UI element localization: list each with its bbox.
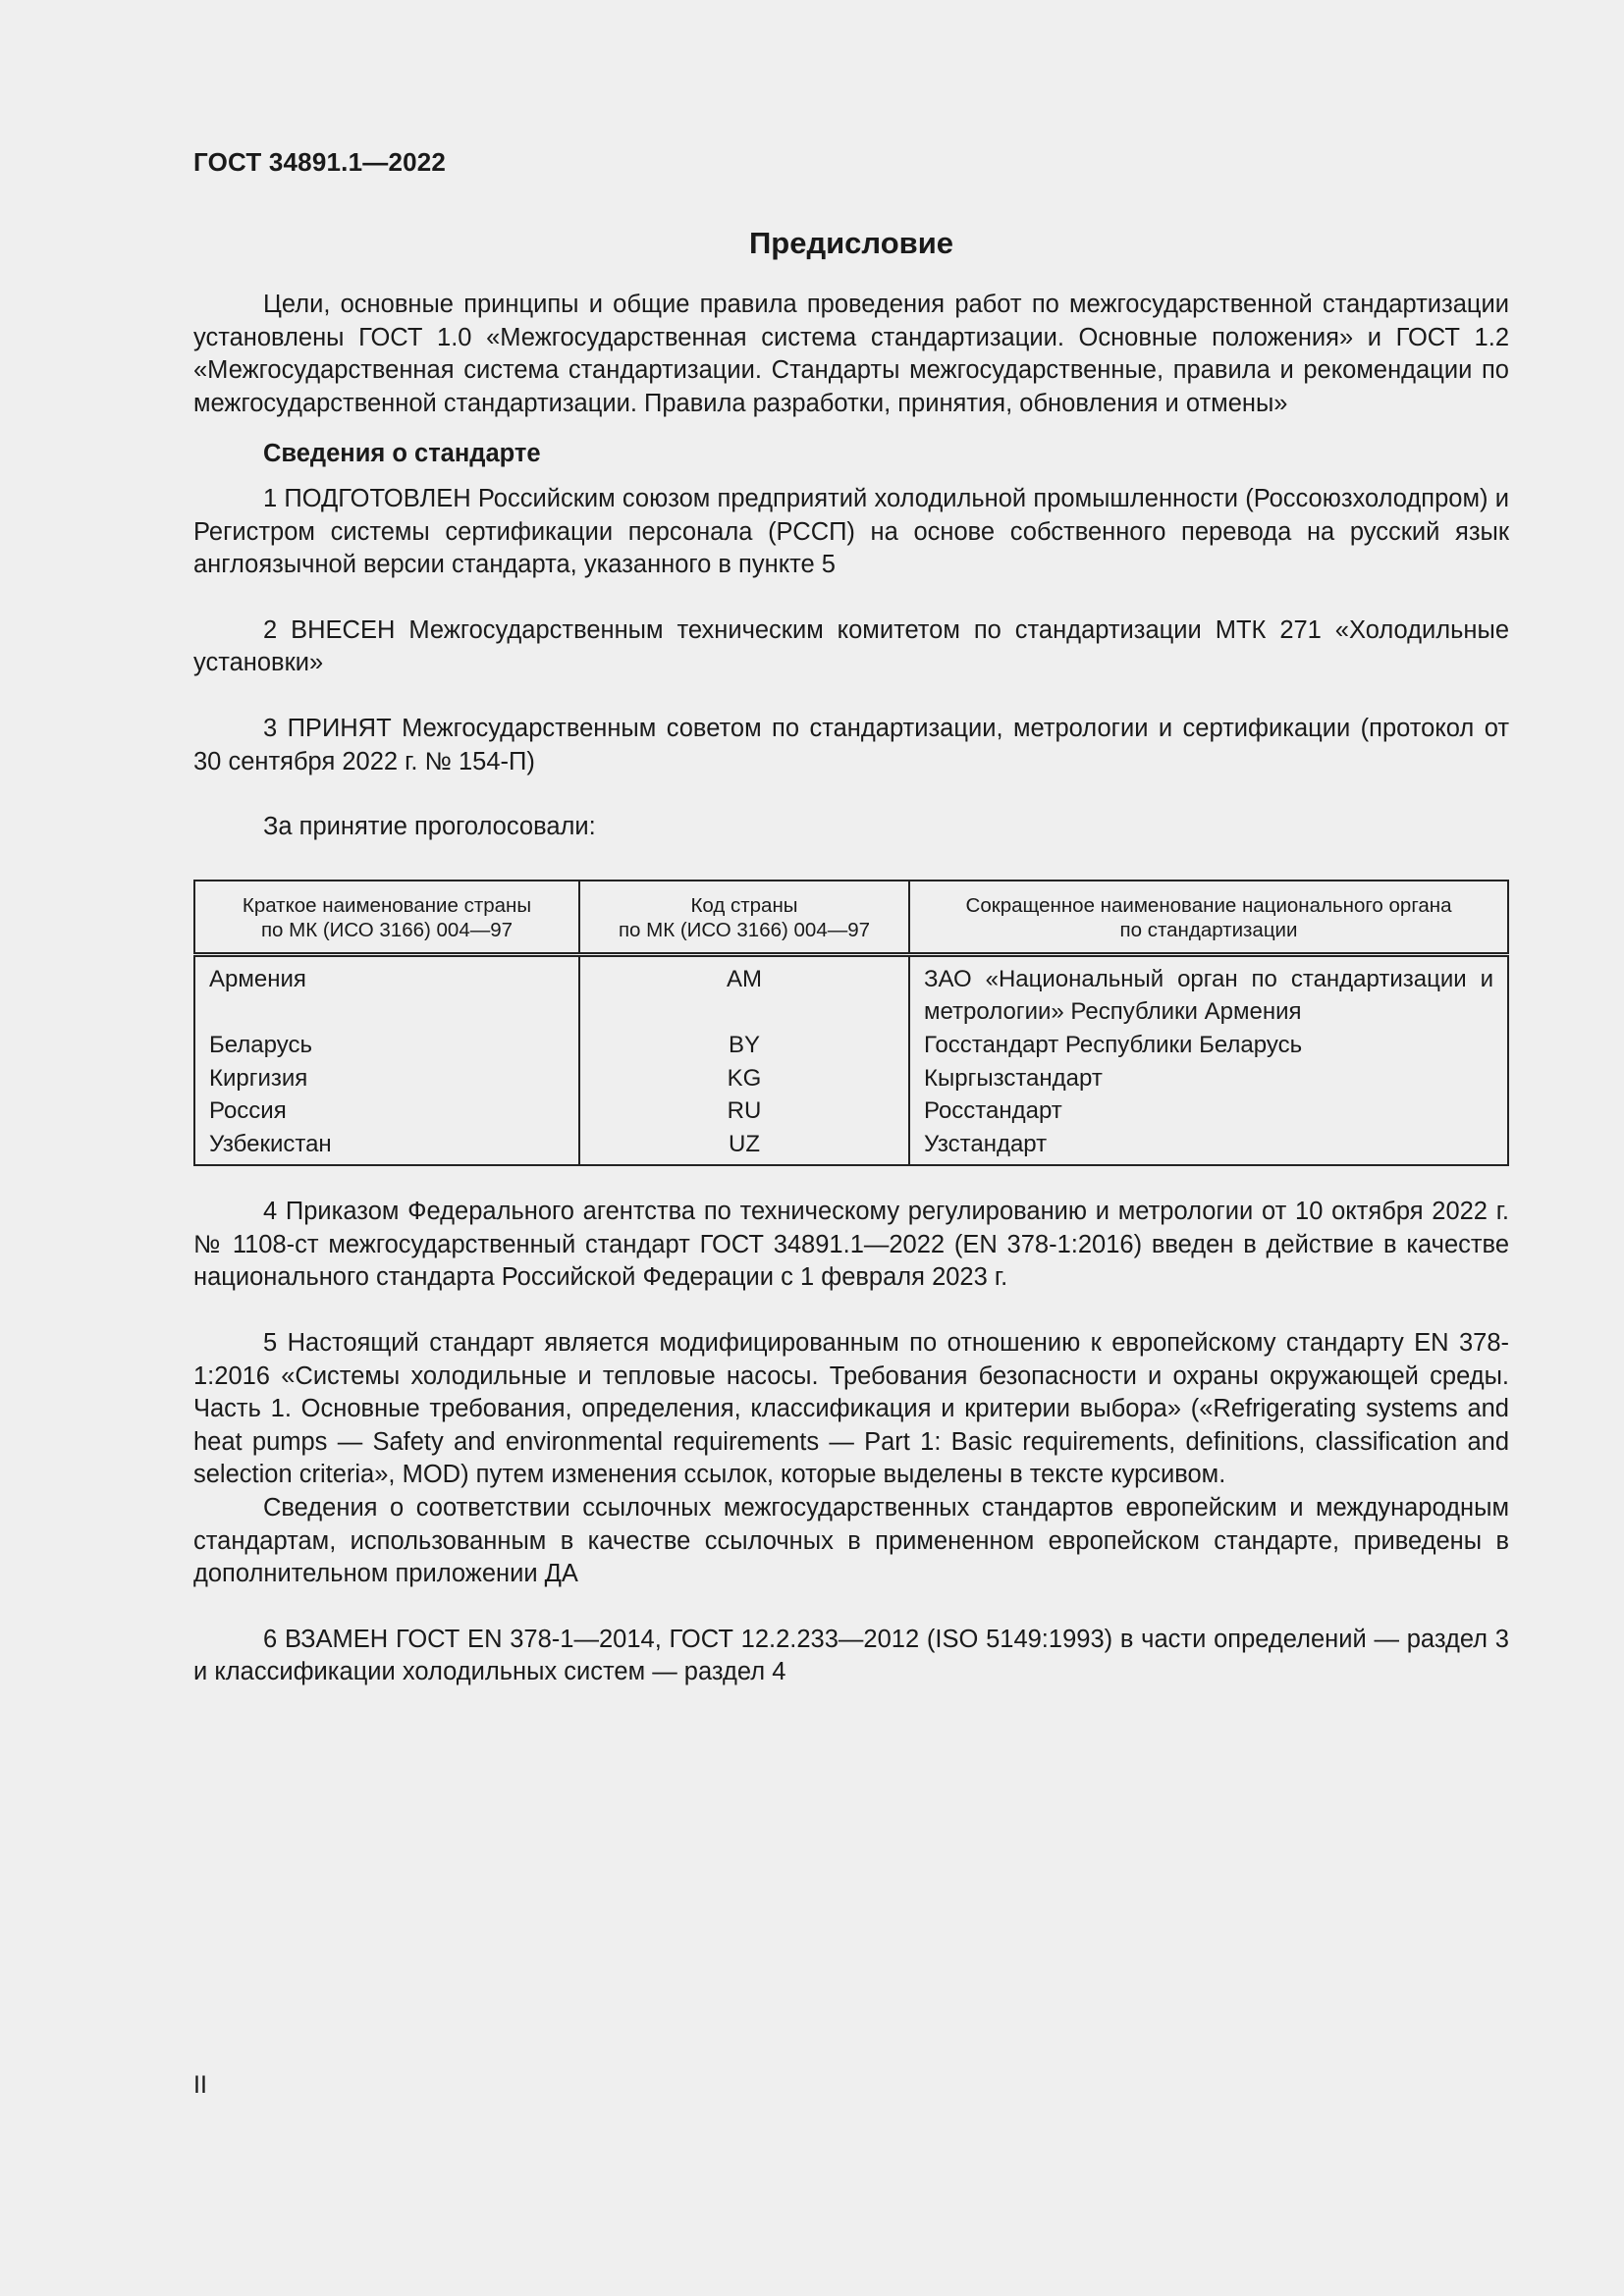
country-cell: Узбекистан: [209, 1130, 332, 1157]
table-row: [194, 1029, 1508, 1062]
country-cell: Киргизия: [209, 1064, 308, 1092]
item-1-paragraph: 1 ПОДГОТОВЛЕН Российским союзом предприятий холодильной промышленности (Россоюзхолодпром) и Регистром системы сертификации персонала (РССП) на основе собственного перевода на русский язык англоязычной версии стандарта, указанного в пункте 5: [193, 484, 1509, 579]
column-header-country: [194, 881, 579, 955]
country-cell: Беларусь: [209, 1031, 312, 1058]
document-id-header: ГОСТ 34891.1—2022: [193, 147, 447, 177]
item-2-paragraph: 2 ВНЕСЕН Межгосударственным техническим комитетом по стандартизации МТК 271 «Холодильные установки»: [193, 615, 1509, 677]
table-row: [194, 1128, 1508, 1166]
item-3-paragraph: 3 ПРИНЯТ Межгосударственным советом по стандартизации, метрологии и сертификации (протокол от 30 сентября 2022 г. № 154-П): [193, 714, 1509, 775]
header-line: по стандартизации: [1119, 918, 1298, 941]
page-title: Предисловие: [748, 226, 953, 260]
table-row: [194, 954, 1508, 1029]
item-5-note-paragraph: Сведения о соответствии ссылочных межгосударственных стандартов европейским и международным стандартам, использованным в качестве ссылочных в примененном европейском стандарте, приведены в дополнительном приложении ДА: [193, 1494, 1509, 1588]
header-line: по МК (ИСО 3166) 004—97: [260, 918, 514, 941]
code-cell: UZ: [579, 1128, 909, 1166]
header-line: Сокращенное наименование национального органа: [965, 893, 1452, 917]
header-line: Код страны: [690, 893, 798, 917]
organ-cell: Росстандарт: [909, 1095, 1508, 1128]
item-4-paragraph: 4 Приказом Федерального агентства по техническому регулированию и метрологии от 10 октября 2022 г. № 1108-ст межгосударственный стандарт ГОСТ 34891.1—2022 (EN 378-1:2016) введен в действие в качестве национального стандарта Российской Федерации с 1 февраля 2023 г.: [193, 1198, 1509, 1292]
table-header-row: [194, 881, 1508, 955]
country-cell: Россия: [209, 1097, 287, 1125]
code-cell: KG: [579, 1062, 909, 1095]
voted-label: За принятие проголосовали:: [263, 813, 596, 841]
table-row: [194, 1095, 1508, 1128]
code-cell: RU: [579, 1095, 909, 1128]
organ-cell: Госстандарт Республики Беларусь: [909, 1029, 1508, 1062]
code-cell: AM: [579, 954, 909, 1029]
country-cell: Армения: [209, 965, 306, 992]
voting-countries-table: [193, 880, 1509, 1167]
column-header-code: [579, 881, 909, 955]
header-line: по МК (ИСО 3166) 004—97: [618, 918, 871, 941]
column-header-organ: [909, 881, 1508, 955]
intro-paragraph: Цели, основные принципы и общие правила проведения работ по межгосударственной стандартизации установлены ГОСТ 1.0 «Межгосударственная система стандартизации. Основные положения» и ГОСТ 1.2 «Межгосударственная система стандартизации. Стандарты межгосударственные, правила и рекомендации по межгосударственной стандартизации. Правила разработки, принятия, обновления и отмены»: [193, 291, 1509, 417]
organ-cell: Кыргызстандарт: [909, 1062, 1508, 1095]
item-6-paragraph: 6 ВЗАМЕН ГОСТ EN 378-1—2014, ГОСТ 12.2.233—2012 (ISO 5149:1993) в части определений — раздел 3 и классификации холодильных систем — раздел 4: [193, 1625, 1509, 1686]
organ-cell: Узстандарт: [909, 1128, 1508, 1166]
page-content: [193, 220, 1509, 1689]
table-row: [194, 1062, 1508, 1095]
page-number: II: [193, 2071, 207, 2099]
code-cell: BY: [579, 1029, 909, 1062]
item-5-paragraph: 5 Настоящий стандарт является модифицированным по отношению к европейскому стандарту EN 378-1:2016 «Системы холодильные и тепловые насосы. Требования безопасности и охраны окружающей среды. Часть 1. Основные требования, определения, классификация и критерии выбора» («Refrigerating systems and heat pumps — Safety and environmental requirements — Part 1: Basic requirements, definitions, classification and selection criteria», MOD) путем изменения ссылок, которые выделены в тексте курсивом.: [193, 1329, 1509, 1489]
header-line: Краткое наименование страны: [242, 893, 532, 917]
organ-cell: ЗАО «Национальный орган по стандартизации и метрологии» Республики Армения: [909, 954, 1508, 1029]
section-subheading: Сведения о стандарте: [263, 440, 541, 468]
